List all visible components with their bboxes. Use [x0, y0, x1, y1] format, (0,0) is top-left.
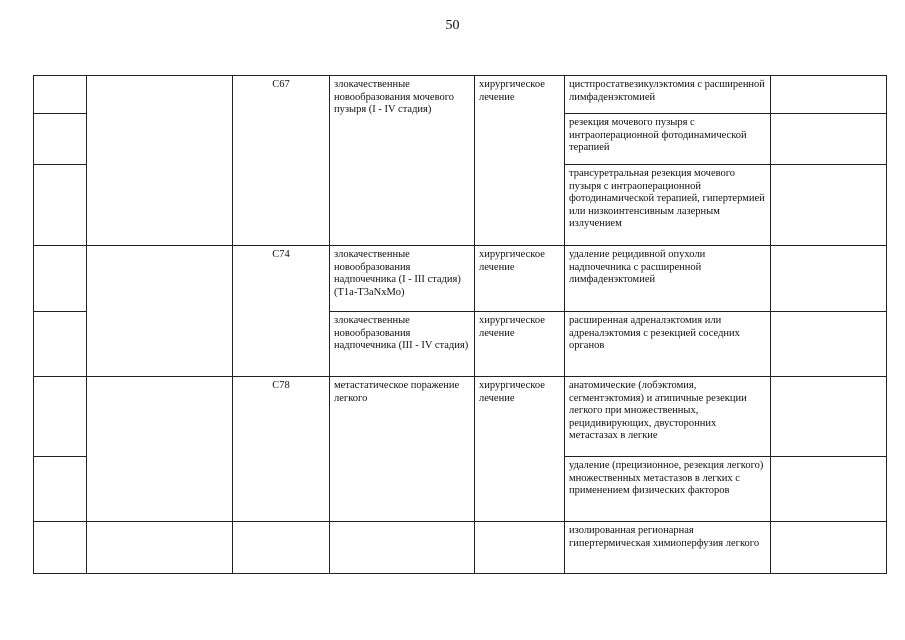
- icd-code-cell: C74: [233, 246, 330, 377]
- method-cell: изолированная регионарная гипертермическая химиоперфузия легкого: [565, 522, 771, 574]
- group-cell: [87, 76, 233, 246]
- medical-care-table: [33, 75, 887, 574]
- method-cell: удаление (прецизионное, резекция легкого) множественных метастазов в легких с применением физических факторов: [565, 457, 771, 522]
- diagnosis-cell: злокачественные новообразования надпочечника (III - IV стадия): [330, 312, 475, 377]
- icd-code-cell: C67: [233, 76, 330, 246]
- number-cell: [34, 522, 87, 574]
- number-cell: [34, 76, 87, 114]
- number-cell: [34, 165, 87, 246]
- treatment-cell: [475, 522, 565, 574]
- table-row: [34, 246, 887, 312]
- treatment-cell: хирургическое лечение: [475, 76, 565, 246]
- method-cell: анатомические (лобэктомия, сегментэктомия) и атипичные резекции легкого при множественных, рецидивирующих, двусторонних метастазах в легкие: [565, 377, 771, 457]
- icd-code-cell: [233, 522, 330, 574]
- table-row: [34, 377, 887, 457]
- method-cell: расширенная адреналэктомия или адреналэктомия с резекцией соседних органов: [565, 312, 771, 377]
- treatment-cell: хирургическое лечение: [475, 312, 565, 377]
- diagnosis-cell: злокачественные новообразования мочевого пузыря (I - IV стадия): [330, 76, 475, 246]
- treatment-cell: хирургическое лечение: [475, 377, 565, 522]
- table-row: [34, 76, 887, 114]
- number-cell: [34, 377, 87, 457]
- method-cell: цистпростатвезикулэктомия с расширенной лимфаденэктомией: [565, 76, 771, 114]
- cost-cell: [771, 522, 887, 574]
- icd-code-cell: C78: [233, 377, 330, 522]
- cost-cell: [771, 76, 887, 114]
- method-cell: удаление рецидивной опухоли надпочечника с расширенной лимфаденэктомией: [565, 246, 771, 312]
- group-cell: [87, 522, 233, 574]
- method-cell: резекция мочевого пузыря с интраоперационной фотодинамической терапией: [565, 114, 771, 165]
- number-cell: [34, 246, 87, 312]
- page-number: 50: [445, 18, 460, 33]
- diagnosis-cell: [330, 522, 475, 574]
- group-cell: [87, 377, 233, 522]
- treatment-cell: хирургическое лечение: [475, 246, 565, 312]
- number-cell: [34, 114, 87, 165]
- diagnosis-cell: злокачественные новообразования надпочечника (I - III стадия) (T1a-T3aNxMo): [330, 246, 475, 312]
- number-cell: [34, 312, 87, 377]
- diagnosis-cell: метастатическое поражение легкого: [330, 377, 475, 522]
- method-cell: трансуретральная резекция мочевого пузыря с интраоперационной фотодинамической терапией, гипертермией или низкоинтенсивным лазерным излучением: [565, 165, 771, 246]
- table-row: [34, 522, 887, 574]
- cost-cell: [771, 246, 887, 312]
- cost-cell: [771, 377, 887, 457]
- number-cell: [34, 457, 87, 522]
- cost-cell: [771, 457, 887, 522]
- cost-cell: [771, 114, 887, 165]
- group-cell: [87, 246, 233, 377]
- cost-cell: [771, 165, 887, 246]
- cost-cell: [771, 312, 887, 377]
